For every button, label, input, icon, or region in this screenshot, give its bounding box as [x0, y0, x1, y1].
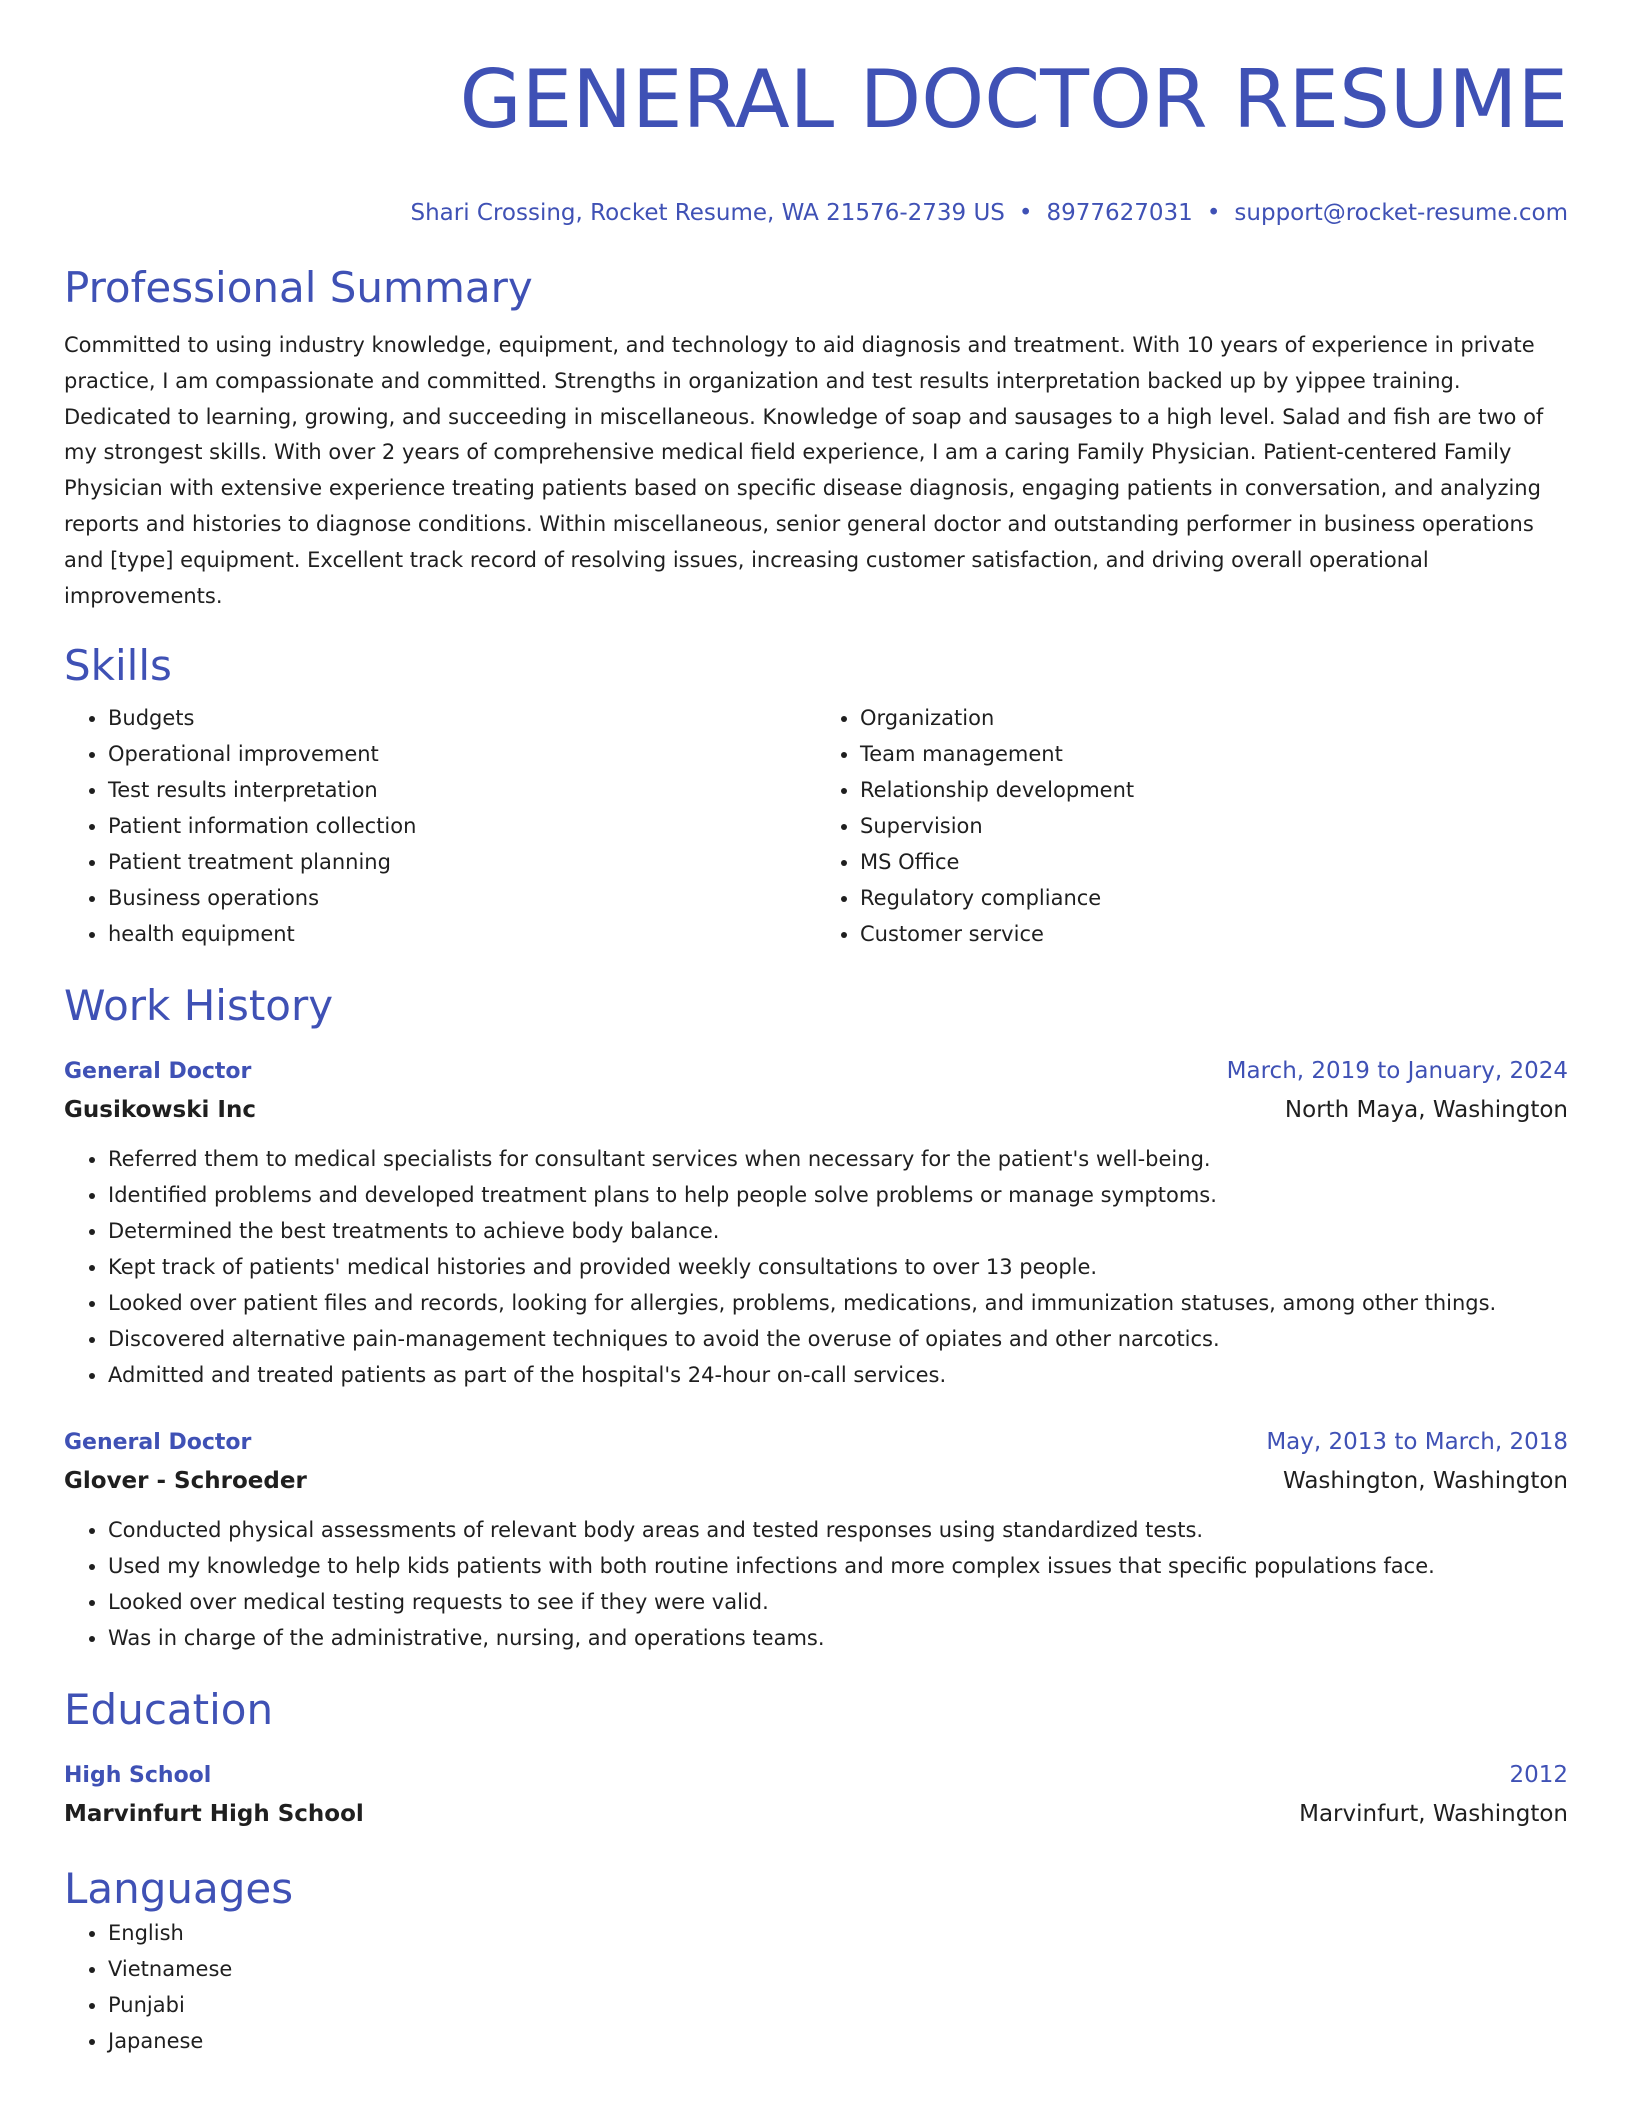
contact-separator: • — [1206, 200, 1221, 226]
summary-text: Committed to using industry knowledge, equipment, and technology to aid diagnosis and treatment. With 10 years of experience in private practice, I am compassionate and committed. Strengths in organization and test results interpretation backed up by yippee training. Dedicated to learning, growing, and succeeding in miscellaneous. Knowledge of soap and sausages to a high level. Salad and fish are two of my strongest skills. With over 2 years of comprehensive medical field experience, I am a caring Family Physician. Patient-centered Family Physician with extensive experience treating patients based on specific disease diagnosis, engaging patients in conversation, and analyzing reports and histories to diagnose conditions. Within miscellaneous, senior general doctor and outstanding performer in business operations and [type] equipment. Excellent track record of resolving issues, increasing customer satisfaction, and driving overall operational improvements. — [64, 333, 1544, 608]
skill-item: • Regulatory compliance — [860, 880, 1568, 916]
skill-item: • Budgets — [108, 700, 816, 736]
job-header — [64, 1423, 1568, 1462]
language-item: • Japanese — [108, 2023, 1568, 2059]
job-dates: May, 2013 to March, 2018 — [1266, 1429, 1568, 1456]
skill-item: • Business operations — [108, 880, 816, 916]
skill-item: • Patient information collection — [108, 808, 816, 844]
skill-item: • health equipment — [108, 916, 816, 952]
education-degree: High School — [64, 1763, 212, 1789]
skills-heading: Skills — [64, 641, 172, 691]
job-role: General Doctor — [64, 1059, 252, 1085]
language-item: • English — [108, 1915, 1568, 1951]
education-subheader — [64, 1795, 1568, 1833]
job-duty: • Discovered alternative pain-management techniques to avoid the overuse of opiates and other narcotics. — [108, 1321, 1568, 1357]
education-location: Marvinfurt, Washington — [1299, 1801, 1568, 1828]
contact-separator: • — [1018, 200, 1033, 226]
job-duty: • Conducted physical assessments of relevant body areas and tested responses using standardized tests. — [108, 1512, 1568, 1548]
skills-right-column — [816, 700, 1568, 952]
education-school: Marvinfurt High School — [64, 1801, 364, 1828]
contact-email: support@rocket-resume.com — [1234, 200, 1568, 226]
job-duty: • Kept track of patients' medical histories and provided weekly consultations to over 13 people. — [108, 1249, 1568, 1285]
skill-item: • Test results interpretation — [108, 772, 816, 808]
job-role: General Doctor — [64, 1430, 252, 1456]
education-heading: Education — [64, 1685, 274, 1735]
job-dates: March, 2019 to January, 2024 — [1226, 1058, 1568, 1085]
contact-line — [64, 198, 1568, 228]
contact-phone: 8977627031 — [1046, 200, 1193, 226]
job-duty: • Was in charge of the administrative, nursing, and operations teams. — [108, 1620, 1568, 1656]
education-header — [64, 1756, 1568, 1795]
education-year: 2012 — [1509, 1762, 1568, 1789]
job-company: Gusikowski Inc — [64, 1097, 256, 1124]
summary-heading: Professional Summary — [64, 263, 533, 312]
education-entry — [64, 1756, 1568, 1833]
skill-item: • Operational improvement — [108, 736, 816, 772]
job-duty: • Looked over patient files and records, looking for allergies, problems, medications, and immunization statuses, among other things. — [108, 1285, 1568, 1321]
skill-item: • Patient treatment planning — [108, 844, 816, 880]
work-history-heading: Work History — [64, 981, 334, 1031]
skills-list — [64, 700, 1568, 952]
job-location: North Maya, Washington — [1284, 1097, 1568, 1124]
job-duty: • Referred them to medical specialists for consultant services when necessary for the patient's well-being. — [108, 1141, 1568, 1177]
job-entry — [64, 1423, 1568, 1656]
resume-title: GENERAL DOCTOR RESUME — [459, 53, 1568, 146]
job-duties — [64, 1512, 1568, 1656]
skill-item: • Customer service — [860, 916, 1568, 952]
skill-item: • Organization — [860, 700, 1568, 736]
job-duty: • Looked over medical testing requests to see if they were valid. — [108, 1584, 1568, 1620]
languages-list — [64, 1915, 1568, 2059]
job-entry — [64, 1052, 1568, 1393]
skills-left-column — [64, 700, 816, 952]
language-item: • Vietnamese — [108, 1951, 1568, 1987]
resume-header — [64, 52, 1568, 228]
job-header — [64, 1052, 1568, 1091]
language-item: • Punjabi — [108, 1987, 1568, 2023]
skill-item: • MS Office — [860, 844, 1568, 880]
job-duties — [64, 1141, 1568, 1393]
job-duty: • Used my knowledge to help kids patients with both routine infections and more complex issues that specific populations face. — [108, 1548, 1568, 1584]
job-duty: • Determined the best treatments to achieve body balance. — [108, 1213, 1568, 1249]
job-duty: • Admitted and treated patients as part of the hospital's 24-hour on-call services. — [108, 1357, 1568, 1393]
contact-address: Shari Crossing, Rocket Resume, WA 21576-2739 US — [410, 200, 1005, 226]
skill-item: • Supervision — [860, 808, 1568, 844]
job-company: Glover - Schroeder — [64, 1468, 307, 1495]
job-location: Washington, Washington — [1283, 1468, 1568, 1495]
job-subheader — [64, 1462, 1568, 1500]
job-duty: • Identified problems and developed treatment plans to help people solve problems or manage symptoms. — [108, 1177, 1568, 1213]
languages-heading: Languages — [64, 1864, 294, 1914]
skill-item: • Relationship development — [860, 772, 1568, 808]
job-subheader — [64, 1091, 1568, 1129]
skill-item: • Team management — [860, 736, 1568, 772]
